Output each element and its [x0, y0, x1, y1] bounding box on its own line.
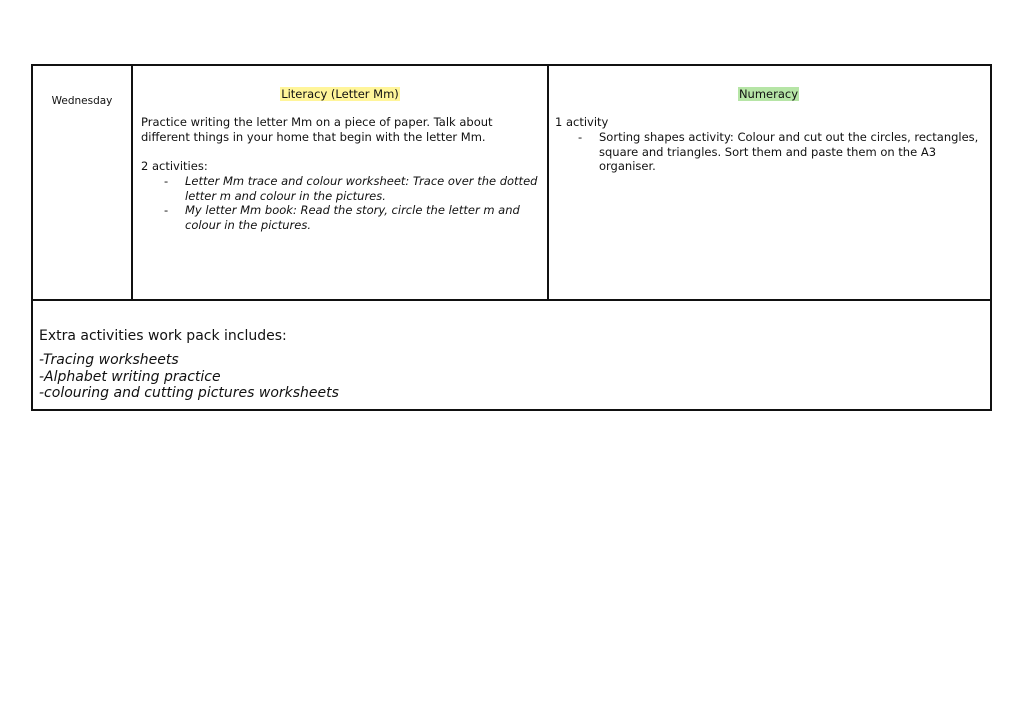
- day-label: Wednesday: [51, 95, 113, 107]
- numeracy-heading: [555, 87, 982, 101]
- lesson-plan-table: [31, 64, 992, 411]
- literacy-activity-1: Letter Mm trace and colour worksheet: Trace over the dotted letter m and colour in the pictures.: [185, 174, 538, 203]
- day-cell: [33, 66, 133, 299]
- literacy-activity-2: My letter Mm book: Read the story, circle the letter m and colour in the pictures.: [185, 203, 520, 232]
- literacy-heading: [141, 87, 539, 101]
- list-item: [164, 174, 539, 203]
- extra-heading: Extra activities work pack includes:: [39, 328, 287, 344]
- list-item: [578, 130, 982, 174]
- literacy-intro: Practice writing the letter Mm on a piece of paper. Talk about different things in your home that begin with the letter Mm.: [141, 115, 493, 144]
- numeracy-activity-1: Sorting shapes activity: Colour and cut out the circles, rectangles, square and triangles. Sort them and paste them on the A3 organiser.: [599, 130, 979, 173]
- bullet-dash: -: [578, 130, 583, 144]
- numeracy-heading-text: Numeracy: [738, 87, 799, 101]
- literacy-heading-text: Literacy (Letter Mm): [281, 87, 399, 101]
- literacy-cell: [133, 66, 549, 299]
- extra-item-tracing: -Tracing worksheets: [39, 352, 179, 368]
- numeracy-activity-count: 1 activity: [555, 115, 609, 129]
- extra-activities-row: [33, 301, 990, 409]
- bullet-dash: -: [164, 203, 169, 217]
- list-item: [164, 203, 539, 232]
- extra-item-colouring: -colouring and cutting pictures worksheets: [39, 385, 339, 401]
- bullet-dash: -: [164, 174, 169, 188]
- literacy-activity-count: 2 activities:: [141, 159, 208, 173]
- numeracy-cell: [549, 66, 990, 299]
- literacy-activity-list: [141, 174, 539, 232]
- wednesday-row: [33, 66, 990, 301]
- numeracy-activity-list: [555, 130, 982, 174]
- extra-item-alphabet: -Alphabet writing practice: [39, 368, 221, 385]
